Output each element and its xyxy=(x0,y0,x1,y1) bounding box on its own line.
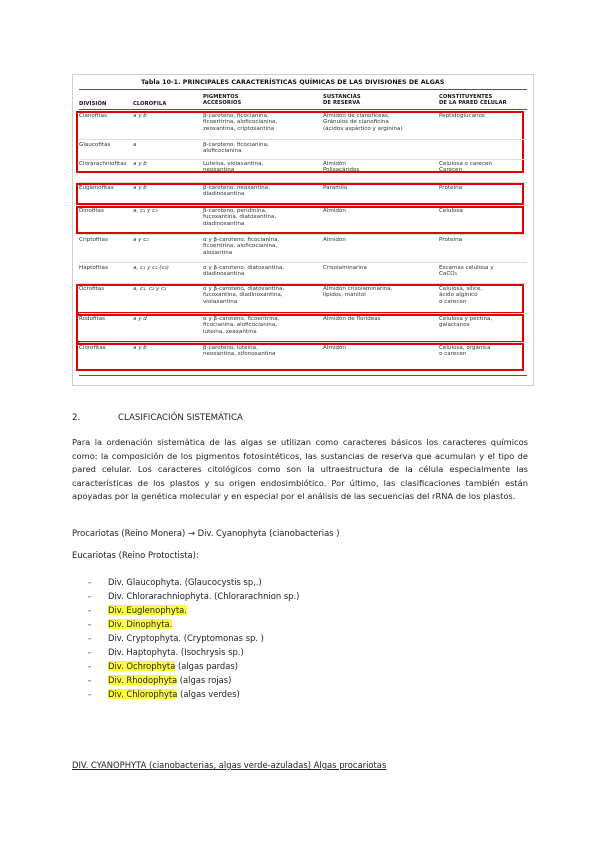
highlight-box xyxy=(76,206,524,234)
row-separator xyxy=(79,205,527,206)
table-header-rule xyxy=(79,109,527,110)
row-separator xyxy=(79,159,527,160)
row-separator xyxy=(79,234,527,235)
cell-pigmentos-line: diadinoxantina xyxy=(203,191,245,198)
cell-pigmentos-line: ficoeritrina, aloficocianina, xyxy=(203,119,278,126)
division-text: (algas rojas) xyxy=(177,675,232,685)
cell-pared-line: o carecen xyxy=(439,298,467,305)
cell-reserva xyxy=(323,161,359,174)
cell-pared-line: Celulosa y pectina, xyxy=(439,316,493,322)
table-caption-title: PRINCIPALES CARACTERÍSTICAS QUÍMICAS DE LAS DIVISIONES DE ALGAS xyxy=(182,79,445,86)
highlight-box xyxy=(76,314,524,343)
cell-pared-line: CaCO₃ xyxy=(439,271,457,278)
cell-pigmentos-line: luteína, zeaxantina xyxy=(203,328,257,335)
highlight-box xyxy=(76,183,524,205)
table-caption-lead: Tabla 10-1. xyxy=(141,79,181,86)
cell-reserva-line: Paramilo xyxy=(323,185,348,191)
cell-reserva xyxy=(323,237,346,243)
cell-reserva-line: Almidón crisolaminarina, xyxy=(323,286,393,292)
cell-division: Euglenofitas xyxy=(79,185,114,191)
table-bottom-rule xyxy=(79,375,527,376)
intro-paragraph: Para la ordenación sistemática de las algas se utilizan como caracteres básicos los caracteres químicos como: la composición de los pigmentos fotosintéticos, las sustancias de reserva que acumulan y el tipo de pared celular. Los caracteres citológicos como son la ultraestructura de la célula especialmente las características de los plastos y su origen endosimbiótico. Por último, las clasificaciones también están apoyadas por la genética molecular y en especial por el análisis de las secuencias del rRNA de los plastos. xyxy=(72,437,528,502)
cell-clorofila: a y b xyxy=(133,113,147,119)
cell-reserva xyxy=(323,265,367,271)
row-separator xyxy=(79,182,527,183)
cell-pared-line: o carecen xyxy=(439,351,467,358)
cell-pigmentos-line: neoxantina xyxy=(203,167,235,174)
highlight-box xyxy=(76,343,524,371)
cell-pared-line: Proteína xyxy=(439,185,463,191)
cell-reserva-line: Almidón xyxy=(323,208,346,214)
cell-reserva-line: Almidón de florídeas xyxy=(323,316,381,322)
cell-reserva-line: Crisolaminarina xyxy=(323,265,367,271)
row-separator xyxy=(79,139,527,140)
cell-pared xyxy=(439,265,494,278)
cell-clorofila: a, c₁, c₂ y c₃ xyxy=(133,286,167,292)
cell-pigmentos-line: fucoxantina, diadinoxantina, xyxy=(203,292,283,299)
header-sustancias xyxy=(323,94,361,106)
header-sustancias-line2: DE RESERVA xyxy=(323,100,361,106)
cell-reserva-line: Polisacáridos xyxy=(323,167,360,174)
cell-pigmentos-line: β-caroteno, peridinina, xyxy=(203,208,267,214)
cell-division: Clorarachniofitas xyxy=(79,161,127,167)
list-bullet: - xyxy=(88,689,92,699)
row-separator xyxy=(79,262,527,263)
cyanophyta-title: DIV. CYANOPHYTA (cianobacterias, algas verde-azuladas) Algas procariotas xyxy=(72,760,387,770)
cell-pigmentos xyxy=(203,265,284,278)
header-constituyentes-line2: DE LA PARED CELULAR xyxy=(439,100,507,106)
row-separator xyxy=(79,313,527,314)
list-bullet: - xyxy=(88,605,92,615)
cell-reserva-line: Almidón de cianofíceas, xyxy=(323,113,390,119)
cell-pared-line: Carecen xyxy=(439,167,463,174)
section-heading xyxy=(72,413,243,423)
list-bullet: - xyxy=(88,577,92,587)
cell-pigmentos xyxy=(203,237,279,256)
header-division: DIVISIÓN xyxy=(79,101,107,107)
cell-clorofila: a y c₂ xyxy=(133,237,149,243)
cell-division: Rodofitas xyxy=(79,316,106,322)
cell-pigmentos-line: ficocianina, aloficocianina, xyxy=(203,322,278,329)
cell-pigmentos-line: β-caroteno, ficocianina, xyxy=(203,142,269,148)
list-bullet: - xyxy=(88,675,92,685)
cell-division: Dinofitas xyxy=(79,208,104,214)
cell-clorofila: a y b xyxy=(133,161,147,167)
list-bullet: - xyxy=(88,661,92,671)
table-caption xyxy=(141,79,444,86)
cell-pigmentos-line: neoxantina, sifonoxantina xyxy=(203,351,276,358)
cell-division: Clorofitas xyxy=(79,345,106,351)
row-separator xyxy=(79,283,527,284)
cell-pigmentos-line: β-caroteno, neoxantina, xyxy=(203,185,270,191)
list-bullet: - xyxy=(88,591,92,601)
header-constituyentes xyxy=(439,94,507,106)
table-figure xyxy=(72,74,534,386)
header-constituyentes-line1: CONSTITUYENTES xyxy=(439,94,493,100)
cell-pigmentos-line: diadinoxantina xyxy=(203,220,245,227)
division-list xyxy=(88,575,299,701)
cell-pigmentos-line: fucoxantina, diatoxantina, xyxy=(203,214,277,221)
list-item xyxy=(88,603,299,617)
division-text: Div. Chlorarachniophyta. (Chlorarachnion sp.) xyxy=(108,591,300,601)
cell-clorofila: a y b xyxy=(133,185,147,191)
header-pigmentos-line1: PIGMENTOS xyxy=(203,94,239,100)
cell-clorofila: a, c₁ y c₂ (c₃) xyxy=(133,265,169,271)
section-title: CLASIFICACIÓN SISTEMÁTICA xyxy=(118,413,243,423)
cell-clorofila: a, c₁ y c₂ xyxy=(133,208,158,214)
header-pigmentos-line2: ACCESORIOS xyxy=(203,100,242,106)
list-item xyxy=(88,645,299,659)
header-clorofila: CLOROFILA xyxy=(133,101,167,107)
cell-pigmentos-line: α y β-caroteno, diatoxantina, xyxy=(203,265,285,271)
cell-pared-line: Celulosa, orgánica xyxy=(439,345,491,351)
cell-pigmentos-line: α y β-caroteno, diatoxantina, xyxy=(203,286,285,292)
list-item xyxy=(88,617,299,631)
highlighted-division: Div. Chlorophyta xyxy=(108,689,178,699)
division-text: (algas pardas) xyxy=(175,661,238,671)
cell-reserva-line: Almidón xyxy=(323,161,346,167)
highlight-box xyxy=(76,284,524,314)
cell-pigmentos-line: zeoxantina, criptoxantina xyxy=(203,125,275,132)
cell-pigmentos-line: diadinoxantina xyxy=(203,271,245,278)
cell-pigmentos-line: α y β-caroteno, ficocianina, xyxy=(203,237,280,243)
highlighted-division: Div. Dinophyta. xyxy=(108,619,173,629)
division-text: Div. Haptophyta. (Isochrysis sp.) xyxy=(108,647,244,657)
cell-pared-line: Peptidoglucanos xyxy=(439,113,485,119)
cell-pared-line: Proteína xyxy=(439,237,463,243)
cell-reserva-line: Gránulos de cianoficina xyxy=(323,119,389,126)
list-item xyxy=(88,673,299,687)
cell-pared xyxy=(439,237,462,243)
cell-division: Criptofitas xyxy=(79,237,108,243)
cell-reserva-line: Almidón xyxy=(323,237,346,243)
header-sustancias-line1: SUSTANCIAS xyxy=(323,94,361,100)
cell-reserva-line: (ácidos aspártico y arginina) xyxy=(323,125,403,132)
cell-reserva-line: lípidos, manitol xyxy=(323,292,366,299)
cell-division: Glaucofitas xyxy=(79,142,111,148)
highlighted-division: Div. Rhodophyta xyxy=(108,675,178,685)
list-bullet: - xyxy=(88,619,92,629)
cell-division: Cianofitas xyxy=(79,113,107,119)
cell-clorofila: a y b xyxy=(133,345,147,351)
cell-pared-line: Celulosa, sílice, xyxy=(439,286,483,292)
cell-clorofila: a xyxy=(133,142,137,148)
cell-pigmentos-line: α y β-caroteno, ficoeritrina, xyxy=(203,316,280,322)
list-bullet: - xyxy=(88,633,92,643)
cell-pared-line: ácido algínico xyxy=(439,292,478,299)
cell-pigmentos-line: ficoeritrina, aloficocianina, xyxy=(203,243,278,250)
cell-pigmentos-line: aloxantina xyxy=(203,249,233,256)
cell-pigmentos-line: aloficocianina xyxy=(203,148,242,155)
list-item xyxy=(88,631,299,645)
cell-clorofila: a y d xyxy=(133,316,147,322)
list-item xyxy=(88,687,299,701)
cell-pigmentos-line: Luteína, violaxantina, xyxy=(203,161,264,167)
list-item xyxy=(88,589,299,603)
row-separator xyxy=(79,342,527,343)
highlighted-division: Div. Euglenophyta. xyxy=(108,605,187,615)
eucariotas-line: Eucariotas (Reino Protoctista): xyxy=(72,550,199,560)
list-item xyxy=(88,659,299,673)
cell-pared-line: galactanos xyxy=(439,322,470,329)
cell-reserva-line: Almidón xyxy=(323,345,346,351)
table-top-rule xyxy=(79,89,527,90)
cell-pared-line: Celulosa xyxy=(439,208,463,214)
cell-division: Haptofitas xyxy=(79,265,108,271)
division-text: (algas verdes) xyxy=(177,689,240,699)
procariotas-line: Procariotas (Reino Monera) → Div. Cyanophyta (cianobacterias ) xyxy=(72,528,340,538)
cell-pigmentos-line: β-caroteno, ficocianina, xyxy=(203,113,269,119)
cell-pared xyxy=(439,161,492,174)
cell-pigmentos-line: β-caroteno, luteína, xyxy=(203,345,258,351)
list-bullet: - xyxy=(88,647,92,657)
cell-division: Ocrofitas xyxy=(79,286,105,292)
header-pigmentos xyxy=(203,94,241,106)
highlighted-division: Div. Ochrophyta xyxy=(108,661,176,671)
cell-pigmentos xyxy=(203,161,263,174)
division-text: Div. Glaucophyta. (Glaucocystis sp,.) xyxy=(108,577,262,587)
list-item xyxy=(88,575,299,589)
cell-pared-line: Escamas celulosa y xyxy=(439,265,494,271)
cell-pigmentos-line: violaxantina xyxy=(203,298,238,305)
division-text: Div. Cryptophyta. (Cryptomonas sp. ) xyxy=(108,633,264,643)
section-number: 2. xyxy=(72,413,81,423)
cell-pared-line: Celulosa o carecen xyxy=(439,161,492,167)
cell-pigmentos xyxy=(203,142,269,155)
